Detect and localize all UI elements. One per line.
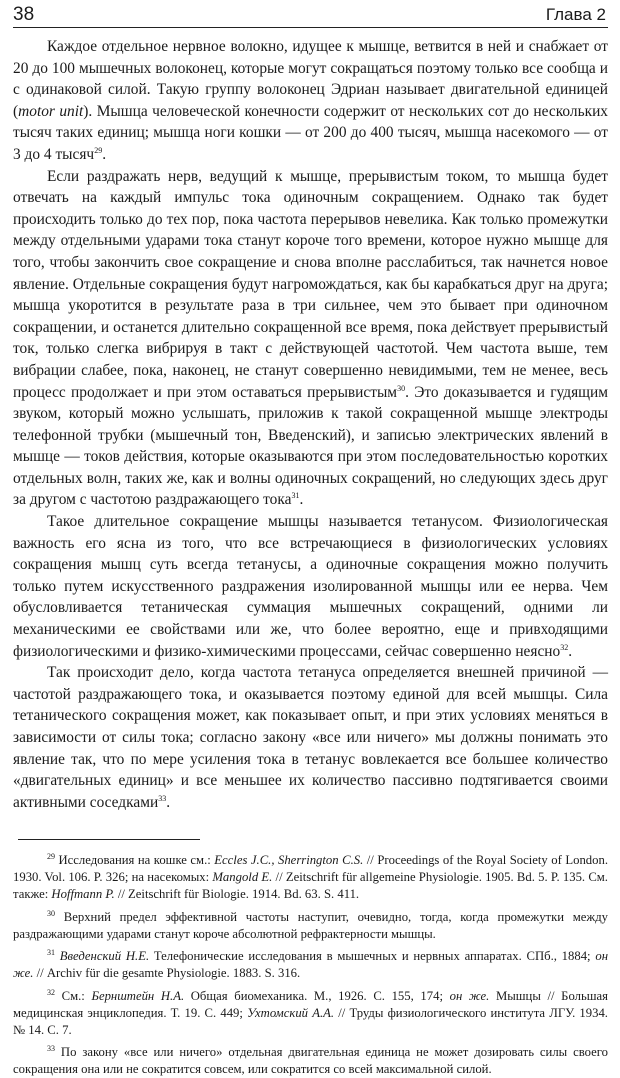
- term-italic: motor unit: [18, 102, 84, 120]
- footnote: $^{33}$ По закону «все или ничего» отдельная двигательная единица не может дозировать силы своего сокращения она или не сократится совсем, или сократится со всей максимальной силой.: [13, 1044, 609, 1077]
- footnote-number: 31: [47, 948, 55, 958]
- running-header: [13, 0, 608, 28]
- footnote-number: 30: [47, 908, 55, 918]
- footnotes: [13, 852, 608, 1078]
- footnote-ref: 32: [560, 642, 569, 652]
- footnote: $^{31}$ Введенский Н.Е. Телефонические исследования в мышечных и нервных аппаратах. СПб., 1884; он же. // Archiv für die gesamte Physiologie. 1883. S. 316.: [13, 948, 608, 981]
- paragraph: Так происходит дело, когда частота тетануса определяется внешней причиной — частотой раздражающего тока, и оказывается поэтому единой для всей мышцы. Сила тетанического сокращения может, как показывает опыт, и при этих условиях меняться в зависимости от силы тока; согласно закону «все или ничего» мы должны понимать это явление так, что по мере усиления тока в тетанус вовлекается все большее количество «двигательных единиц» и все меньшее их количество пассивно подтягивается своими активными соседками$^{33}$.: [13, 664, 608, 811]
- page-number: 38: [13, 4, 35, 25]
- footnote: $^{32}$ См.: Бернштейн Н.А. Общая биомеханика. М., 1926. С. 155, 174; он же. Мышцы // Большая медицинская энциклопедия. Т. 19. С. 449; Ухтомский А.А. // Труды физиологического института ЛГУ. 1934. № 14. С. 7.: [13, 987, 608, 1037]
- footnote: $^{30}$ Верхний предел эффективной частоты наступит, очевидно, тогда, когда промежутки между раздражающими ударами станут короче абсолютной рефрактерности мышцы.: [13, 908, 609, 941]
- footnote-divider: [18, 839, 200, 840]
- footnote-number: 29: [47, 852, 55, 862]
- paragraph: Такое длительное сокращение мышцы называется тетанусом. Физиологическая важность его ясна из того, что все встречающиеся в физиологических условиях сокращения мышц суть всегда тетанусы, а одиночные сокращения можно получить только путем искусственного раздражения изолированной мышцы или ее нерва. Чем обусловливается тетаническая суммация мышечных сокращений, одними ли механическими ее свойствами или же, что более вероятно, еще и привходящими физиологическими и физико-химическими процессами, сейчас совершенно неясно$^{32}$.: [13, 513, 608, 660]
- footnote-ref: 33: [158, 793, 167, 803]
- paragraph: Каждое отдельное нервное волокно, идущее к мышце, ветвится в ней и снабжает от 20 до 100 мышечных волоконец, которые могут сокращаться поэтому только все сообща и с одинаковой силой. Такую группу волоконец Эдриан называет двигательной единицей (motor unit). Мышца человеческой конечности содержит от нескольких сот до нескольких тысяч таких единиц; мышца ноги кошки — от 200 до 400 тысяч, мышца насекомого — от 3 до 4 тысяч$^{29}$.: [13, 38, 608, 163]
- paragraph: Если раздражать нерв, ведущий к мышце, прерывистым током, то мышца будет отвечать на каждый импульс тока одиночным сокращением. Однако так будет происходить только до тех пор, пока частота перерывов невелика. Как только промежутки между отдельными ударами тока станут короче того времени, которое нужно мышце для того, чтобы закончить свое сокращение и снова вполне расслабиться, так начнется новое явление. Отдельные сокращения будут нагромождаться, как бы карабкаться друг на друга; мышца укоротится в результате раза в три сильнее, чем это бывает при одиночном сокращении, и останется длительно сокращенной все время, пока действует прерывистый ток, только слегка вибрируя в такт с действующей частотой. Чем частота выше, тем вибрации слабее, пока, наконец, не станут совершенно невидимыми, тем не менее, весь процесс продолжает и при этом оставаться прерывистым$^{30}$. Это доказывается и гудящим звуком, который можно услышать, приложив к такой сокращенной мышце электроды телефонной трубки (мышечный тон, Введенский), и записью электрических явлений в мышце — токов действия, которые оказываются при этом последовательностью коротких отдельных волн, таких же, как и волны одиночных сокращений, но следующих здесь друг за другом с частотою раздражающего тока$^{31}$.: [13, 167, 608, 509]
- footnote-number: 33: [47, 1044, 55, 1054]
- footnote-ref: 31: [291, 491, 300, 501]
- footnote-number: 32: [47, 987, 55, 997]
- footnote-ref: 29: [94, 145, 103, 155]
- chapter-title: Глава 2: [545, 5, 606, 24]
- footnote: $^{29}$ Исследования на кошке см.: Eccles J.C., Sherrington C.S. // Proceedings of the Royal Society of London. 1930. Vol. 106. P. 326; на насекомых: Mangold E. // Zeitschrift für allgemeine Physiologie. 1905. Bd. 5. P. 135. См. также: Hoffmann P. // Zeitschrift für Biologie. 1914. Bd. 63. S. 411.: [13, 852, 608, 901]
- main-text: [13, 36, 608, 813]
- footnote-ref: 30: [397, 383, 406, 393]
